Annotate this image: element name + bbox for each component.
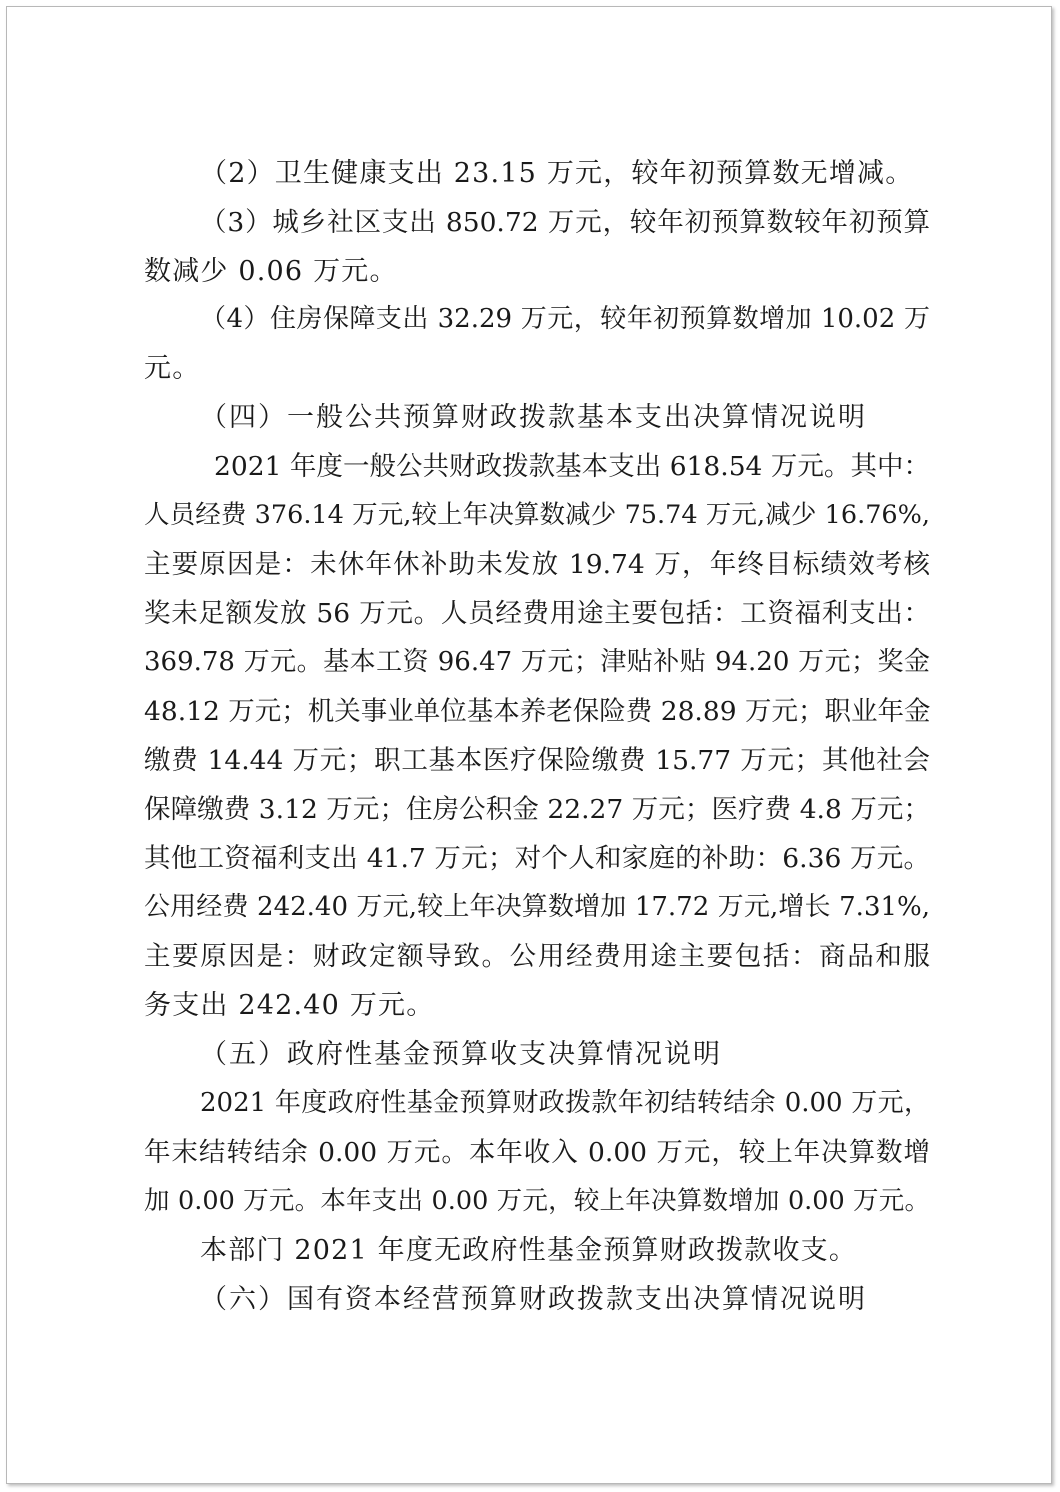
paragraph-basic-expense-line-5: 369.78 万元。基本工资 96.47 万元；津贴补贴 94.20 万元；奖金 [144,647,930,677]
section-heading-5: （五）政府性基金预算收支决算情况说明 [200,1039,722,1070]
paragraph-basic-expense-line-4: 奖未足额发放 56 万元。人员经费用途主要包括：工资福利支出： [144,598,930,629]
paragraph-basic-expense-line-9: 其他工资福利支出 41.7 万元；对个人和家庭的补助：6.36 万元。 [144,843,930,874]
paragraph-basic-expense-line-7: 缴费 14.44 万元；职工基本医疗保险缴费 15.77 万元；其他社会 [144,745,930,776]
paragraph-gov-fund-line-1: 2021 年度政府性基金预算财政拨款年初结转结余 0.00 万元， [200,1088,930,1118]
paragraph-urban-rural-line-1: （3）城乡社区支出 850.72 万元，较年初预算数较年初预算 [200,207,930,238]
paragraph-basic-expense-line-11: 主要原因是：财政定额导致。公用经费用途主要包括：商品和服 [144,941,930,972]
paragraph-housing-line-2: 元。 [144,353,201,384]
paragraph-gov-fund-line-3: 加 0.00 万元。本年支出 0.00 万元，较上年决算数增加 0.00 万元。 [144,1186,930,1216]
paragraph-basic-expense-line-3: 主要原因是：未休年休补助未发放 19.74 万，年终目标绩效考核 [144,549,930,580]
paragraph-basic-expense-line-2: 人员经费 376.14 万元,较上年决算数减少 75.74 万元,减少 16.76%, [144,500,930,530]
section-heading-6: （六）国有资本经营预算财政拨款支出决算情况说明 [200,1284,867,1315]
paragraph-housing-line-1: （4）住房保障支出 32.29 万元，较年初预算数增加 10.02 万 [200,304,930,334]
paragraph-basic-expense-line-12: 务支出 242.40 万元。 [144,990,435,1021]
paragraph-health-expense: （2）卫生健康支出 23.15 万元，较年初预算数无增减。 [200,158,914,189]
paragraph-no-gov-fund: 本部门 2021 年度无政府性基金预算财政拨款收支。 [200,1235,858,1266]
paragraph-basic-expense-line-6: 48.12 万元；机关事业单位基本养老保险费 28.89 万元；职业年金 [144,696,931,727]
document-page [6,6,1052,1484]
paragraph-basic-expense-line-1: 2021 年度一般公共财政拨款基本支出 618.54 万元。其中： [214,451,930,482]
section-heading-4: （四）一般公共预算财政拨款基本支出决算情况说明 [200,402,867,433]
paragraph-urban-rural-line-2: 数减少 0.06 万元。 [144,256,398,287]
paragraph-basic-expense-line-10: 公用经费 242.40 万元,较上年决算数增加 17.72 万元,增长 7.31%, [144,892,930,922]
paragraph-basic-expense-line-8: 保障缴费 3.12 万元；住房公积金 22.27 万元；医疗费 4.8 万元； [144,794,930,825]
paragraph-gov-fund-line-2: 年末结转结余 0.00 万元。本年收入 0.00 万元，较上年决算数增 [144,1137,930,1168]
